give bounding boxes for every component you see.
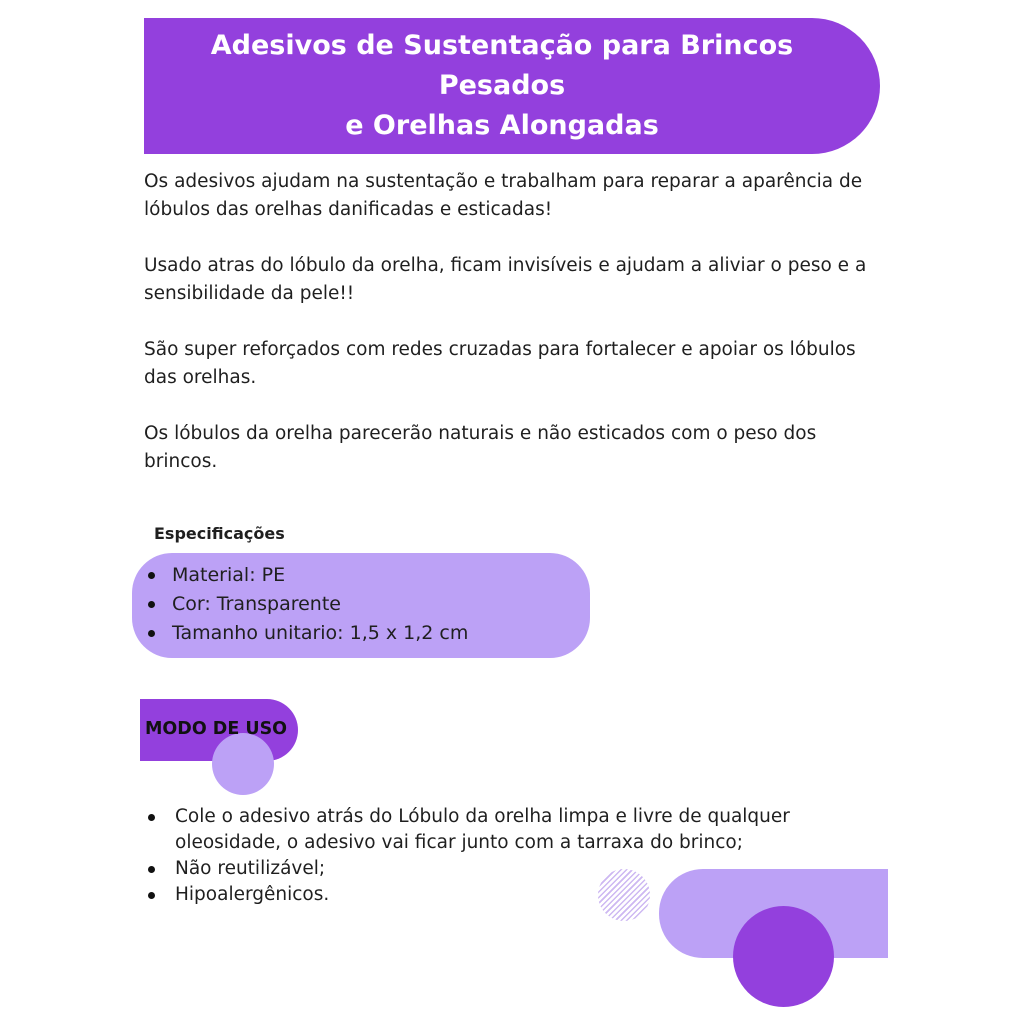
intro-text	[144, 168, 884, 504]
bullet-icon	[148, 630, 155, 637]
bullet-icon	[148, 572, 155, 579]
decorative-circle	[733, 906, 834, 1007]
decorative-circle	[212, 733, 274, 795]
spec-item-text: Material: PE	[172, 564, 286, 586]
decorative-hatched-circle	[598, 869, 650, 921]
intro-paragraph: São super reforçados com redes cruzadas para fortalecer e apoiar os lóbulos das orelhas.	[144, 339, 856, 388]
intro-paragraph: Usado atras do lóbulo da orelha, ficam invisíveis e ajudam a aliviar o peso e a sensibilidade da pele!!	[144, 255, 867, 304]
spec-item	[148, 561, 468, 590]
usage-item	[144, 804, 804, 856]
spec-item-text: Cor: Transparente	[172, 593, 341, 615]
title-line-1: Adesivos de Sustentação para Brincos Pesados	[210, 30, 794, 101]
title-banner	[144, 18, 880, 154]
specs-heading: Especificações	[154, 524, 285, 543]
intro-paragraph: Os lóbulos da orelha parecerão naturais e não esticados com o peso dos brincos.	[144, 423, 817, 472]
intro-paragraph: Os adesivos ajudam na sustentação e trabalham para reparar a aparência de lóbulos das orelhas danificadas e esticadas!	[144, 171, 863, 220]
specs-list	[148, 561, 468, 648]
specs-box	[132, 553, 590, 658]
bullet-icon	[148, 601, 155, 608]
usage-item-text: Hipoalergênicos.	[175, 884, 330, 905]
page-title	[144, 26, 880, 146]
bullet-icon	[148, 814, 155, 821]
spec-item	[148, 590, 468, 619]
usage-heading: MODO DE USO	[145, 719, 288, 739]
spec-item	[148, 619, 468, 648]
title-line-2: e Orelhas Alongadas	[345, 110, 659, 141]
bullet-icon	[148, 866, 155, 873]
spec-item-text: Tamanho unitario: 1,5 x 1,2 cm	[172, 622, 469, 644]
usage-item-text: Não reutilizável;	[175, 858, 326, 879]
usage-item-text: Cole o adesivo atrás do Lóbulo da orelha limpa e livre de qualquer oleosidade, o adesivo vai ficar junto com a tarraxa do brinco;	[175, 806, 790, 853]
bullet-icon	[148, 892, 155, 899]
